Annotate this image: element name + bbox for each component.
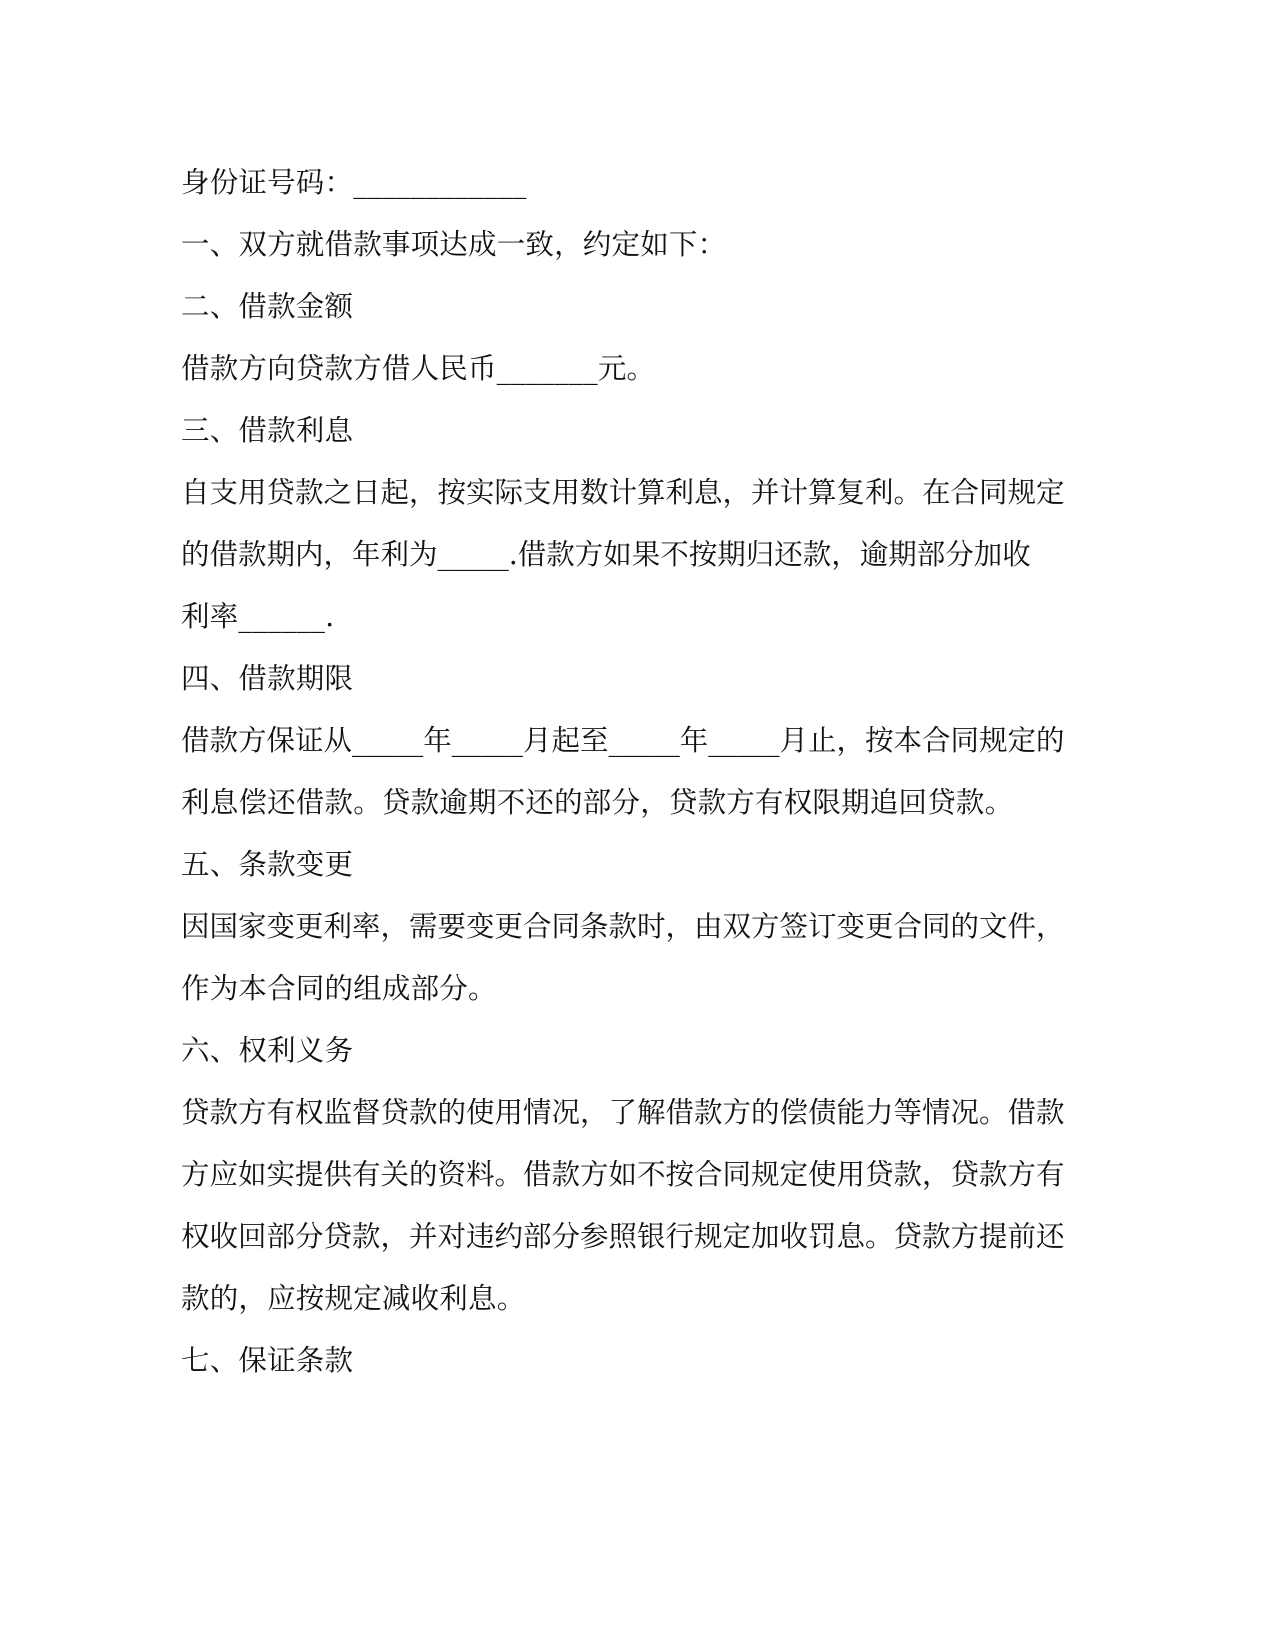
document-body — [181, 152, 1081, 1392]
clause-3-text-line-3: 利率______. — [181, 600, 335, 633]
clause-1-heading: 一、双方就借款事项达成一致，约定如下： — [181, 228, 727, 261]
id-number-line: 身份证号码：____________ — [181, 166, 527, 199]
clause-6-text-line-1: 贷款方有权监督贷款的使用情况，了解借款方的偿债能力等情况。借款 — [181, 1096, 1065, 1129]
clause-4-text-line-2: 利息偿还借款。贷款逾期不还的部分，贷款方有权限期追回贷款。 — [181, 786, 1014, 819]
clause-3-text-line-2: 的借款期内，年利为_____.借款方如果不按期归还款，逾期部分加收 — [181, 538, 1031, 571]
clause-6-text-line-3: 权收回部分贷款，并对违约部分参照银行规定加收罚息。贷款方提前还 — [181, 1220, 1065, 1253]
clause-2-heading: 二、借款金额 — [181, 290, 354, 323]
clause-5-heading: 五、条款变更 — [181, 848, 354, 881]
clause-5-text-line-1: 因国家变更利率，需要变更合同条款时，由双方签订变更合同的文件， — [181, 910, 1065, 943]
clause-6-heading: 六、权利义务 — [181, 1034, 354, 1067]
clause-7-heading: 七、保证条款 — [181, 1344, 354, 1377]
clause-5-text-line-2: 作为本合同的组成部分。 — [181, 972, 497, 1005]
clause-4-text-line-1: 借款方保证从_____年_____月起至_____年_____月止，按本合同规定的 — [181, 724, 1065, 757]
clause-4-heading: 四、借款期限 — [181, 662, 354, 695]
clause-6-text-line-2: 方应如实提供有关的资料。借款方如不按合同规定使用贷款，贷款方有 — [181, 1158, 1065, 1191]
clause-2-text: 借款方向贷款方借人民币_______元。 — [181, 352, 656, 385]
clause-3-heading: 三、借款利息 — [181, 414, 354, 447]
clause-6-text-line-4: 款的，应按规定减收利息。 — [181, 1282, 526, 1315]
clause-3-text-line-1: 自支用贷款之日起，按实际支用数计算利息，并计算复利。在合同规定 — [181, 476, 1065, 509]
